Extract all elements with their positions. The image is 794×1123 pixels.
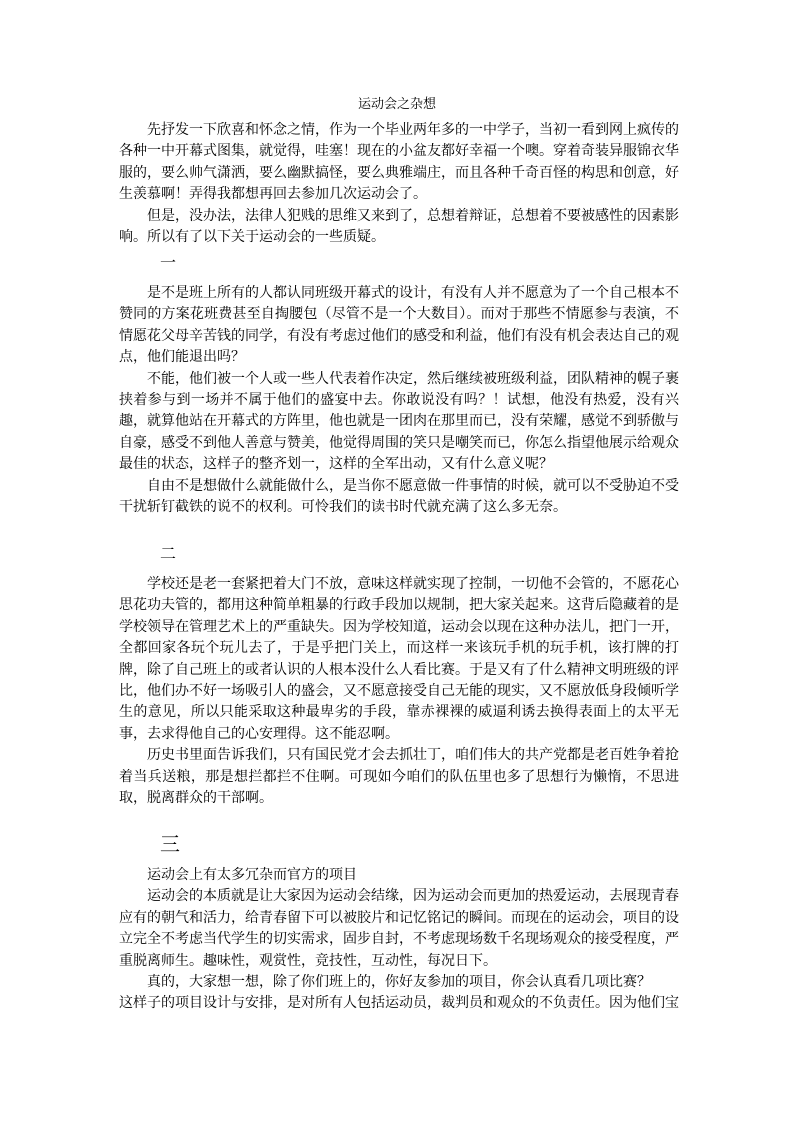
section-2-paragraph-1: 学校还是老一套紧把着大门不放，意味这样就实现了控制，一切他不会管的，不愿花心思花功夫管的，都用这种简单粗暴的行政手段加以规制，把大家关起来。这背后隐藏着的是学校领导在管理艺术上的严重缺失。因为学校知道，运动会以现在这种办法儿，把门一开，全都回家各玩个玩儿去了，于是乎把门关上，而这样一来该玩手机的玩手机，该打牌的打牌，除了自己班上的或者认识的人根本没什么人看比赛。于是又有了什么精神文明班级的评比，他们办不好一场吸引人的盛会，又不愿意接受自己无能的现实，又不愿放低身段倾听学生的意见，所以只能采取这种最卑劣的手段，靠赤裸裸的威逼利诱去换得表面上的太平无事，去求得他自己的心安理得。这不能忍啊。: [119, 576, 679, 742]
section-3-paragraph-2: 真的，大家想一想，除了你们班上的，你好友参加的项目，你会认真看几项比赛？: [147, 974, 651, 991]
section-3-tail-line: 这样子的项目设计与安排，是对所有人包括运动员，裁判员和观众的不负责任。因为他们宝: [119, 995, 679, 1012]
intro-paragraph-1: 先抒发一下欣喜和怀念之情，作为一个毕业两年多的一中学子，当初一看到网上疯传的各种一中开幕式图集，就觉得，哇塞！现在的小盆友都好幸福一个噢。穿着奇装异服锦衣华服的，要么帅气潇洒，要么幽默搞怪，要么典雅端庄，而且各种千奇百怪的构思和创意，好生羡慕啊！弄得我都想再回去参加几次运动会了。: [119, 122, 679, 203]
intro-block: [119, 120, 679, 248]
section-heading-2: 二: [160, 544, 177, 563]
section-2-paragraph-2: 历史书里面告诉我们，只有国民党才会去抓壮丁，咱们伟大的共产党都是老百姓争着抢着当兵送粮，那是想拦都拦不住啊。可现如今咱们的队伍里也多了思想行为懒惰，不思进取，脱离群众的干部啊。: [119, 747, 679, 807]
section-1-paragraph-2: 不能，他们被一个人或一些人代表着作决定，然后继续被班级利益，团队精神的幌子裹挟着参与到一场并不属于他们的盛宴中去。你敢说没有吗？！试想，他没有热爱，没有兴趣，就算他站在开幕式的方阵里，他也就是一团肉在那里而已，没有荣耀，感觉不到骄傲与自豪，感受不到他人善意与赞美，他觉得周围的笑只是嘲笑而已，你怎么指望他展示给观众最佳的状态，这样子的整齐划一，这样的全军出动，又有什么意义呢？: [119, 370, 679, 473]
section-3-paragraph-1: 运动会的本质就是让大家因为运动会结缘，因为运动会而更加的热爱运动，去展现青春应有的朝气和活力，给青春留下可以被胶片和记忆铭记的瞬间。而现在的运动会，项目的设立完全不考虑当代学生的切实需求，固步自封，不考虑现场数千名现场观众的接受程度，严重脱离师生。趣味性，观赏性，竞技性，互动性，每况日下。: [119, 888, 679, 969]
section-1-body: [119, 283, 679, 518]
section-3-subheading: 运动会上有太多冗杂而官方的项目: [147, 867, 357, 883]
section-2-body: [119, 574, 679, 809]
section-1-paragraph-3: 自由不是想做什么就能做什么，是当你不愿意做一件事情的时候，就可以不受胁迫不受干扰斩钉截铁的说不的权利。可怜我们的读书时代就充满了这么多无奈。: [119, 477, 679, 516]
section-heading-3: 三: [160, 832, 180, 856]
intro-paragraph-2: 但是，没办法，法律人犯贱的思维又来到了，总想着辩证，总想着不要被感性的因素影响。所以有了以下关于运动会的一些质疑。: [119, 207, 679, 246]
document-title: 运动会之杂想: [357, 97, 436, 112]
section-1-paragraph-1: 是不是班上所有的人都认同班级开幕式的设计，有没有人并不愿意为了一个自己根本不赞同的方案花班费甚至自掏腰包（尽管不是一个大数目）。而对于那些不情愿参与表演，不情愿花父母辛苦钱的同学，有没有考虑过他们的感受和利益，他们有没有机会表达自己的观点，他们能退出吗？: [119, 285, 679, 366]
section-heading-1: 一: [160, 253, 177, 272]
section-3-body: [119, 865, 679, 1015]
